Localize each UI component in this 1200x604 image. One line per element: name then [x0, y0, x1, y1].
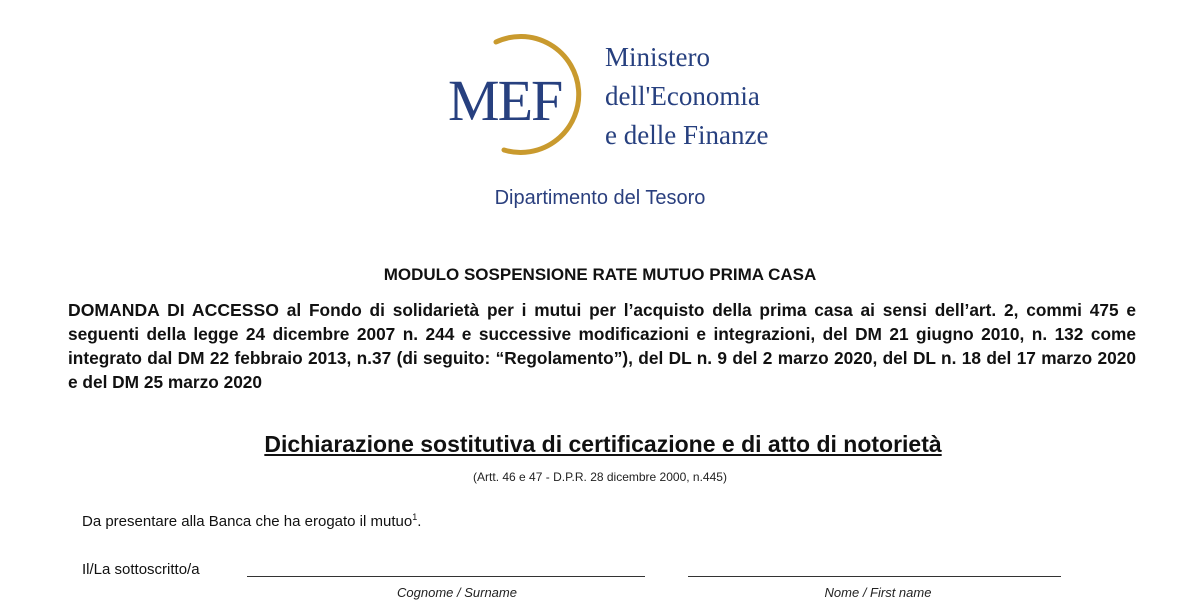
surname-field-line[interactable] [247, 576, 645, 577]
signer-label: Il/La sottoscritto/a [82, 561, 200, 578]
mef-logo [440, 28, 800, 158]
footnote-marker: 1 [412, 512, 418, 522]
declaration-title: Dichiarazione sostitutiva di certificazione e di atto di notorietà [264, 431, 942, 457]
submission-period: . [417, 513, 422, 530]
firstname-field-line[interactable] [688, 576, 1061, 577]
form-title: MODULO SOSPENSIONE RATE MUTUO PRIMA CASA [383, 265, 817, 284]
logo-name-line-1: Ministero [605, 42, 710, 72]
logo-acronym: MEF [448, 68, 562, 133]
logo-name-line-2: dell'Economia [605, 81, 760, 111]
logo-name-line-3: e delle Finanze [605, 120, 769, 150]
firstname-caption: Nome / First name [824, 585, 932, 600]
logo-ministry-name [605, 38, 768, 155]
declaration-reference: (Artt. 46 e 47 - D.P.R. 28 dicembre 2000, n.445) [473, 470, 727, 484]
intro-paragraph [68, 298, 1136, 394]
mef-logo-mark [440, 28, 600, 158]
submission-text: Da presentare alla Banca che ha erogato il mutuo [82, 513, 413, 530]
intro-lead: DOMANDA DI ACCESSO [68, 300, 279, 320]
submission-instruction [82, 512, 421, 530]
intro-body: al Fondo di solidarietà per i mutui per l’acquisto della prima casa ai sensi dell’art. 2, commi 475 e seguenti della legge 24 dicembre 2007 n. 244 e successive modificazioni e integrazioni, del DM 21 giugno 2010, n. 132 come integrato dal DM 22 febbraio 2013, n.37 (di seguito: “Regolamento”), del DL n. 9 del 2 marzo 2020, del DL n. 18 del 17 marzo 2020 e del DM 25 marzo 2020 [68, 300, 1136, 392]
department-name: Dipartimento del Tesoro [494, 187, 706, 209]
surname-caption: Cognome / Surname [397, 585, 517, 600]
